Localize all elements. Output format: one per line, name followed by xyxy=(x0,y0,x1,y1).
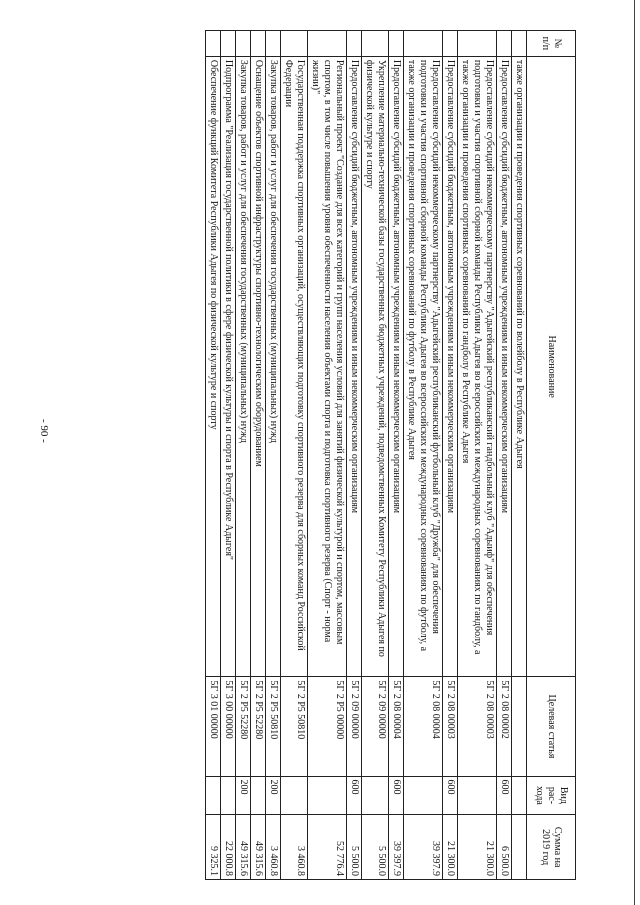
cell-sum: 21 300.0 xyxy=(443,815,458,880)
cell-sum: 6 500.0 xyxy=(497,815,512,880)
cell-sum: 5 500.0 xyxy=(362,815,389,880)
cell-kind: 200 xyxy=(266,776,281,815)
table-row xyxy=(266,31,281,880)
cell-kind: 600 xyxy=(347,776,362,815)
cell-no xyxy=(251,31,266,57)
cell-kind: 600 xyxy=(497,776,512,815)
cell-sum: 39 397.9 xyxy=(389,815,404,880)
table-body xyxy=(206,31,527,880)
header-code: Целевая статья xyxy=(527,677,576,776)
cell-sum: 49 315.6 xyxy=(236,815,251,880)
cell-kind xyxy=(362,776,389,815)
cell-sum xyxy=(512,815,527,880)
cell-name: Обеспечение функций Комитета Республики Адыгея по физической культуре и спорту xyxy=(206,56,221,677)
cell-code: 5Г 2 P5 52280 xyxy=(236,677,251,776)
cell-no xyxy=(347,31,362,57)
cell-sum: 3 460.8 xyxy=(281,815,308,880)
table-row xyxy=(497,31,512,880)
table-row xyxy=(389,31,404,880)
cell-kind xyxy=(512,776,527,815)
cell-code: 5Г 2 P5 00000 xyxy=(308,677,347,776)
cell-kind xyxy=(404,776,443,815)
page-number: - 90 - xyxy=(38,419,50,443)
table-row xyxy=(206,31,221,880)
table-row xyxy=(308,31,347,880)
cell-code: 5Г 3 00 00000 xyxy=(221,677,236,776)
cell-sum: 39 397.9 xyxy=(404,815,443,880)
cell-name: Предоставление субсидий бюджетным, автономным учреждениям и иным некоммерческим организациям xyxy=(497,56,512,677)
page-edge-line xyxy=(634,0,635,905)
cell-code: 5Г 2 08 00004 xyxy=(389,677,404,776)
cell-code: 5Г 2 08 00003 xyxy=(458,677,497,776)
table-row xyxy=(236,31,251,880)
cell-name: Подпрограмма "Реализация государственной политики в сфере физической культуры и спорта в Республике Адыгея" xyxy=(221,56,236,677)
header-sum: Сумма на 2019 год xyxy=(527,815,576,880)
cell-kind xyxy=(281,776,308,815)
cell-code: 5Г 2 P5 50810 xyxy=(266,677,281,776)
cell-code: 5Г 2 08 00003 xyxy=(443,677,458,776)
cell-kind xyxy=(458,776,497,815)
cell-no xyxy=(389,31,404,57)
table-row xyxy=(347,31,362,880)
rotated-table-wrapper xyxy=(107,30,576,880)
cell-kind: 200 xyxy=(236,776,251,815)
cell-code: 5Г 2 09 00000 xyxy=(347,677,362,776)
cell-sum: 5 500.0 xyxy=(347,815,362,880)
cell-no xyxy=(458,31,497,57)
cell-code: 5Г 2 08 00004 xyxy=(404,677,443,776)
header-name: Наименование xyxy=(527,56,576,677)
cell-sum: 52 776.4 xyxy=(308,815,347,880)
cell-no xyxy=(206,31,221,57)
cell-kind xyxy=(251,776,266,815)
cell-name: Закупка товаров, работ и услуг для обеспечения государственных (муниципальных) нужд xyxy=(266,56,281,677)
cell-no xyxy=(362,31,389,57)
cell-sum: 21 300.0 xyxy=(458,815,497,880)
cell-sum: 49 315.6 xyxy=(251,815,266,880)
cell-kind: 600 xyxy=(389,776,404,815)
table-row xyxy=(221,31,236,880)
cell-name: также организации и проведения спортивных соревнований по волейболу в Республике Адыгея xyxy=(512,56,527,677)
table-row xyxy=(458,31,497,880)
budget-table xyxy=(205,30,576,880)
header-kind: Вид рас-хода xyxy=(527,776,576,815)
cell-kind xyxy=(308,776,347,815)
cell-name: Предоставление субсидий бюджетным, автономным учреждениям и иным некоммерческим организациям xyxy=(389,56,404,677)
cell-kind xyxy=(206,776,221,815)
cell-no xyxy=(404,31,443,57)
table-row xyxy=(404,31,443,880)
cell-no xyxy=(443,31,458,57)
cell-code xyxy=(512,677,527,776)
cell-sum: 9 325.1 xyxy=(206,815,221,880)
cell-kind: 600 xyxy=(443,776,458,815)
header-row xyxy=(527,31,576,880)
cell-name: Предоставление субсидий некоммерческому партнерству "Адыгейский республиканский гандбольный клуб "Адыиф" для обеспечения подготовки и участия спортивной сборной команды Республики Адыгея во всероссийских и международных соревнованиях по гандболу, а также организации и проведения спортивных соревнований по гандболу в Республике Адыгея xyxy=(458,56,497,677)
cell-name: Предоставление субсидий некоммерческому партнерству "Адыгейский республиканский футбольный клуб "Дружба" для обеспечения подготовки и участия спортивной сборной команды Республики Адыгея во всероссийских и международных соревнованиях по футболу, а также организации и проведения спортивных соревнований по футболу в Республике Адыгея xyxy=(404,56,443,677)
cell-no xyxy=(236,31,251,57)
cell-name: Предоставление субсидий бюджетным, автономным учреждениям и иным некоммерческим организациям xyxy=(443,56,458,677)
cell-no xyxy=(281,31,308,57)
cell-name: Предоставление субсидий бюджетным, автономным учреждениям и иным некоммерческим организациям xyxy=(347,56,362,677)
cell-name: Укрепление материально-технической базы государственных бюджетных учреждений, подведомственных Комитету Республики Адыгея по физической культуре и спорту xyxy=(362,56,389,677)
cell-code: 5Г 2 08 00002 xyxy=(497,677,512,776)
table-row xyxy=(251,31,266,880)
cell-no xyxy=(497,31,512,57)
header-no: № п/п xyxy=(527,31,576,57)
cell-no xyxy=(221,31,236,57)
cell-name: Региональный проект "Создание для всех категорий и групп населения условий для занятий физической культурой и спортом, массовым спортом, в том числе повышения уровня обеспеченности населения объектами спорта и подготовка спортивного резерва (Спорт - норма жизни)" xyxy=(308,56,347,677)
cell-no xyxy=(512,31,527,57)
table-row xyxy=(362,31,389,880)
table-row xyxy=(281,31,308,880)
cell-kind xyxy=(221,776,236,815)
cell-code: 5Г 2 09 00000 xyxy=(362,677,389,776)
cell-no xyxy=(266,31,281,57)
cell-sum: 3 460.8 xyxy=(266,815,281,880)
table-row xyxy=(512,31,527,880)
cell-sum: 22 000.8 xyxy=(221,815,236,880)
cell-code: 5Г 2 P5 50810 xyxy=(281,677,308,776)
cell-name: Государственная поддержка спортивных организаций, осуществляющих подготовку спортивного резерва для сборных команд Российской Федерации xyxy=(281,56,308,677)
cell-no xyxy=(308,31,347,57)
cell-name: Оснащение объектов спортивной инфраструктуры спортивно-технологическим оборудованием xyxy=(251,56,266,677)
cell-code: 5Г 3 01 00000 xyxy=(206,677,221,776)
cell-name: Закупка товаров, работ и услуг для обеспечения государственных (муниципальных) нужд xyxy=(236,56,251,677)
table-row xyxy=(443,31,458,880)
cell-code: 5Г 2 P5 52280 xyxy=(251,677,266,776)
